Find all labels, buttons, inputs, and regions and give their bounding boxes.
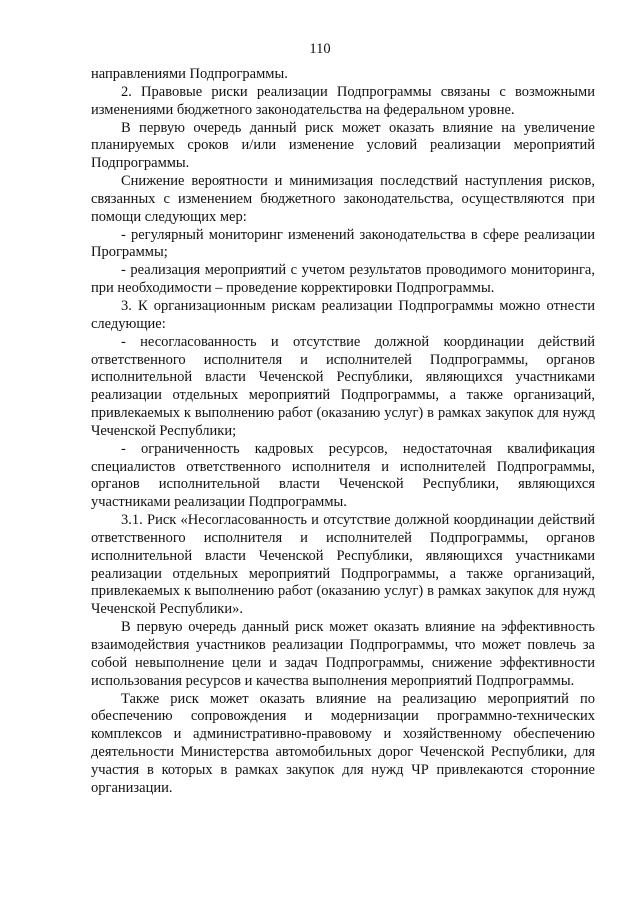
list-item-monitoring: - регулярный мониторинг изменений законодательства в сфере реализации Программы; — [91, 226, 595, 261]
paragraph-risk-3-1: 3.1. Риск «Несогласованность и отсутствие должной координации действий ответственного исполнителя и исполнителей Подпрограммы, органов исполнительной власти Чеченской Республики, являющихся участниками реализации отдельных мероприятий Подпрограммы, а также организаций, привлекаемых к выполнению работ (оказанию услуг) в рамках закупок для нужд Чеченской Республики». — [91, 512, 595, 618]
page-number: 110 — [309, 41, 331, 57]
paragraph-organizational-risks: 3. К организационным рискам реализации Подпрограммы можно отнести следующие: — [91, 297, 595, 332]
paragraph-legal-risks: 2. Правовые риски реализации Подпрограммы связаны с возможными изменениями бюджетного законодательства на федеральном уровне. — [91, 83, 595, 118]
list-item-corrections: - реализация мероприятий с учетом результатов проводимого мониторинга, при необходимости – проведение корректировки Подпрограммы. — [91, 262, 595, 297]
paragraph-risk-additional: Также риск может оказать влияние на реализацию мероприятий по обеспечению сопровождения и модернизации программно-технических комплексов и административно-правовому и хозяйственному обеспечению деятельности Министерства автомобильных дорог Чеченской Республики, для участия в которых в рамках закупок для нужд ЧР привлекаются сторонние организации. — [91, 690, 595, 796]
paragraph-legal-risk-impact: В первую очередь данный риск может оказать влияние на увеличение планируемых сроков и/или изменение условий реализации мероприятий Подпрограммы. — [91, 119, 595, 172]
paragraph-risk-mitigation: Снижение вероятности и минимизация последствий наступления рисков, связанных с изменением бюджетного законодательства, осуществляются при помощи следующих мер: — [91, 173, 595, 225]
paragraph-continuation: направлениями Подпрограммы. — [91, 66, 288, 82]
list-item-coordination: - несогласованность и отсутствие должной координации действий ответственного исполнителя и исполнителей Подпрограммы, органов исполнительной власти Чеченской Республики, являющихся участниками реализации отдельных мероприятий Подпрограммы, а также организаций, привлекаемых к выполнению работ (оказанию услуг) в рамках закупок для нужд Чеченской Республики; — [91, 333, 595, 439]
document-body — [91, 66, 595, 798]
paragraph-risk-effect: В первую очередь данный риск может оказать влияние на эффективность взаимодействия участников реализации Подпрограммы, что может повлечь за собой невыполнение цели и задач Подпрограммы, снижение эффективности использования ресурсов и качества выполнения мероприятий Подпрограммы. — [91, 619, 595, 689]
list-item-personnel: - ограниченность кадровых ресурсов, недостаточная квалификация специалистов ответственного исполнителя и исполнителей Подпрограммы, органов исполнительной власти Чеченской Республики, являющихся участниками реализации Подпрограммы. — [91, 440, 595, 511]
